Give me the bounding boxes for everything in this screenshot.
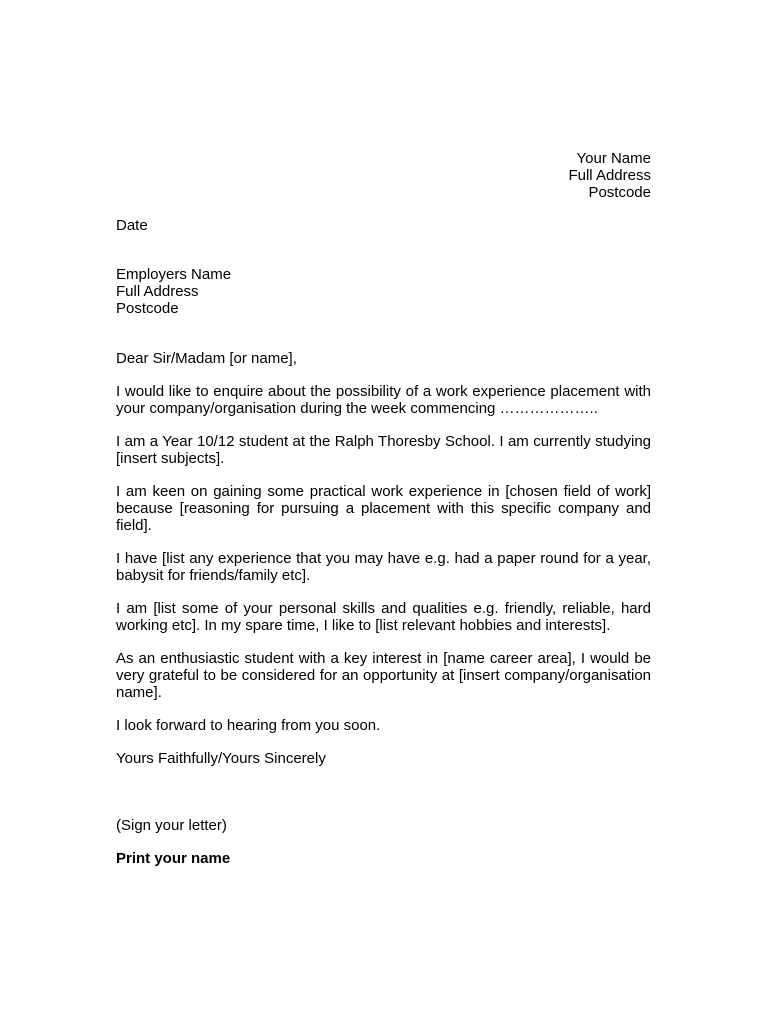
sender-name: Your Name <box>576 150 651 167</box>
paragraph-skills: I am [list some of your personal skills and qualities e.g. friendly, reliable, hard working etc]. In my spare time, I like to [list relevant hobbies and interests]. <box>116 600 651 634</box>
closing: Yours Faithfully/Yours Sincerely <box>116 750 326 767</box>
salutation: Dear Sir/Madam [or name], <box>116 350 297 367</box>
paragraph-experience: I have [list any experience that you may have e.g. had a paper round for a year, babysit for friends/family etc]. <box>116 550 651 584</box>
paragraph-interest: As an enthusiastic student with a key interest in [name career area], I would be very grateful to be considered for an opportunity at [insert company/organisation name]. <box>116 650 651 701</box>
letter-date: Date <box>116 217 148 234</box>
recipient-block <box>116 266 651 317</box>
sender-block <box>116 150 651 201</box>
paragraph-student: I am a Year 10/12 student at the Ralph Thoresby School. I am currently studying [insert subjects]. <box>116 433 651 467</box>
sender-address: Full Address <box>568 167 651 184</box>
recipient-name: Employers Name <box>116 266 232 283</box>
sender-postcode: Postcode <box>588 184 651 201</box>
print-name: Print your name <box>116 850 231 867</box>
paragraph-closing-line: I look forward to hearing from you soon. <box>116 717 381 734</box>
recipient-postcode: Postcode <box>116 300 179 317</box>
signature-note: (Sign your letter) <box>116 817 227 834</box>
paragraph-enquiry: I would like to enquire about the possibility of a work experience placement with your company/organisation during the week commencing ……………….. <box>116 383 651 417</box>
paragraph-motivation: I am keen on gaining some practical work experience in [chosen field of work] because [reasoning for pursuing a placement with this specific company and field]. <box>116 483 651 534</box>
recipient-address: Full Address <box>116 283 199 300</box>
letter-page <box>116 150 651 867</box>
